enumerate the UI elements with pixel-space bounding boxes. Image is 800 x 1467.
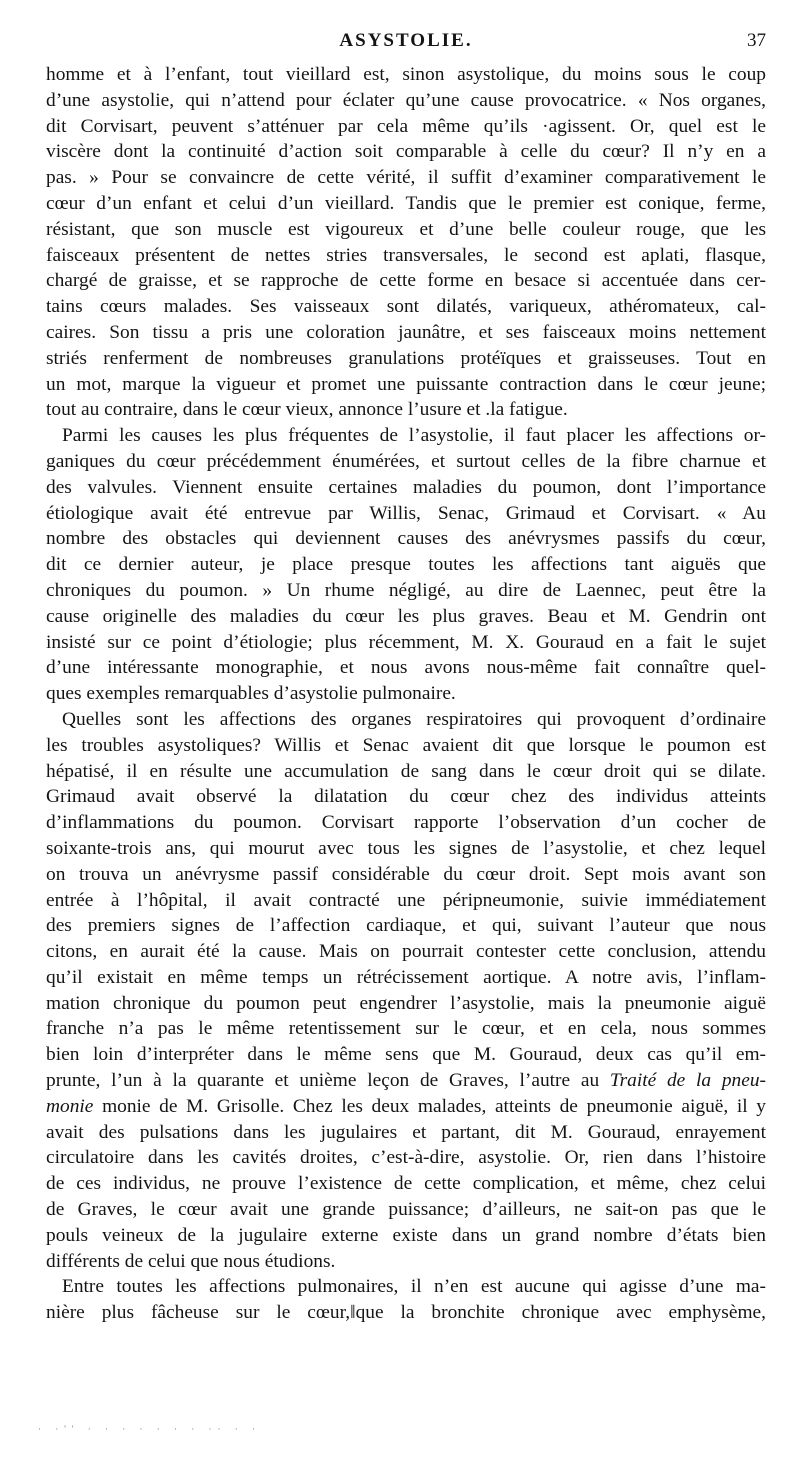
text-line: étiologique avait été entrevue par Willis, Senac, Grimaud et Corvisart. « Au <box>46 502 766 524</box>
text-line-with-citation <box>46 1068 766 1094</box>
text-line: chargé de graisse, et se rapproche de cette forme en besace si accentuée dans cer- <box>46 270 766 292</box>
text-line: striés renferment de nombreuses granulations protéïques et graisseuses. Tout en <box>46 347 766 369</box>
text-line: mation chronique du poumon peut engendrer l’asystolie, mais la pneumonie aiguë <box>46 992 766 1014</box>
text-line: pas. » Pour se convaincre de cette vérité, il suffit d’examiner comparativement le <box>46 167 766 189</box>
body-text <box>46 62 766 1326</box>
text-line: tains cœurs malades. Ses vaisseaux sont dilatés, variqueux, athéromateux, cal- <box>46 296 766 318</box>
text-line: nombre des obstacles qui deviennent causes des anévrysmes passifs du cœur, <box>46 528 766 550</box>
text-line: de Graves, le cœur avait une grande puissance; d’ailleurs, ne sait-on pas que le <box>46 1199 766 1221</box>
text-line: chroniques du poumon. » Un rhume négligé, au dire de Laennec, peut être la <box>46 579 766 601</box>
page-header <box>46 30 766 58</box>
text-segment: monie de M. Grisolle. Chez les deux malades, atteints de pneumonie aiguë, il y <box>102 1095 766 1117</box>
italic-title: monie <box>46 1095 94 1117</box>
text-line: insisté sur ce point d’étiologie; plus récemment, M. X. Gouraud en a fait le sujet <box>46 631 766 653</box>
text-line: d’une intéressante monographie, et nous avons nous-même fait connaître quel- <box>46 657 766 679</box>
text-line: homme et à l’enfant, tout vieillard est, sinon asystolique, du moins sous le coup <box>46 64 766 85</box>
text-line: ques exemples remarquables d’asystolie pulmonaire. <box>46 683 456 705</box>
text-line: entrée à l’hôpital, il avait contracté une péripneumonie, suivie immédiatement <box>46 889 766 911</box>
text-segment: prunte, l’un à la quarante et unième leçon de Graves, l’autre au <box>46 1070 600 1092</box>
text-line: on trouva un anévrysme passif considérable du cœur droit. Sept mois avant son <box>46 863 766 885</box>
text-line: d’inflammations du poumon. Corvisart rapporte l’observation d’un cocher de <box>46 812 766 834</box>
text-line: Entre toutes les affections pulmonaires, il n’en est aucune qui agisse d’une ma- <box>62 1276 766 1298</box>
text-line: tout au contraire, dans le cœur vieux, annonce l’usure et .la fatigue. <box>46 399 568 421</box>
text-line: résistant, que son muscle est vigoureux et d’une belle couleur rouge, que les <box>46 218 766 240</box>
text-line: circulatoire dans les cavités droites, c’est-à-dire, asystolie. Or, rien dans l’histoire <box>46 1147 766 1169</box>
text-line: soixante-trois ans, qui mourut avec tous les signes de l’asystolie, et chez lequel <box>46 837 766 859</box>
text-line: différents de celui que nous étudions. <box>46 1250 336 1272</box>
text-line: Grimaud avait observé la dilatation du cœur chez des individus atteints <box>46 786 766 808</box>
text-line: ganiques du cœur précédemment énumérées, et surtout celles de la fibre charnue et <box>46 450 766 472</box>
text-line: nière plus fâcheuse sur le cœur,‖que la bronchite chronique avec emphysème, <box>46 1302 766 1324</box>
italic-title: Traité de la pneu- <box>609 1070 766 1092</box>
text-line: viscère dont la continuité d’action soit comparable à celle du cœur? Il n’y en a <box>46 141 766 163</box>
text-line: un mot, marque la vigueur et promet une puissante contraction dans le cœur jeune; <box>46 373 766 395</box>
text-line: de ces individus, ne prouve l’existence de cette complication, et même, chez celui <box>46 1173 766 1195</box>
text-line: Parmi les causes les plus fréquentes de l’asystolie, il faut placer les affections or- <box>62 425 766 447</box>
text-line: avait des pulsations dans les jugulaires et partant, dit M. Gouraud, enrayement <box>46 1121 766 1143</box>
text-line: dit ce dernier auteur, je place presque toutes les affections tant aiguës que <box>46 554 766 576</box>
text-line: cause originelle des maladies du cœur les plus graves. Beau et M. Gendrin ont <box>46 605 766 627</box>
text-line: hépatisé, il en résulte une accumulation de sang dans le cœur droit qui se dilate. <box>46 760 766 782</box>
text-line: bien loin d’interpréter dans le même sens que M. Gouraud, deux cas qu’il em- <box>46 1044 766 1066</box>
text-line: pouls veineux de la jugulaire externe existe dans un grand nombre d’états bien <box>46 1224 766 1246</box>
text-line: caires. Son tissu a pris une coloration jaunâtre, et ses faisceaux moins nettement <box>46 321 766 343</box>
text-line: Quelles sont les affections des organes respiratoires qui provoquent d’ordinaire <box>62 708 766 730</box>
footer-specks: · ·'' · · · · · · · ·· · · <box>38 1424 261 1434</box>
text-line: les troubles asystoliques? Willis et Senac avaient dit que lorsque le poumon est <box>46 734 766 756</box>
text-line: faisceaux présentent de nettes stries transversales, le second est aplati, flasque, <box>46 244 766 266</box>
text-line: franche n’a pas le même retentissement sur le cœur, et en cela, nous sommes <box>46 1018 766 1040</box>
page-number: 37 <box>747 30 766 51</box>
text-line-with-citation <box>46 1094 766 1120</box>
text-line: des premiers signes de l’affection cardiaque, et qui, suivant l’auteur que nous <box>46 915 766 937</box>
text-line: des valvules. Viennent ensuite certaines maladies du poumon, dont l’importance <box>46 476 766 498</box>
text-line: qu’il existait en même temps un rétrécissement aortique. A notre avis, l’inflam- <box>46 966 766 988</box>
running-title: ASYSTOLIE. <box>339 30 473 51</box>
text-line: citons, en aurait été la cause. Mais on pourrait contester cette conclusion, attendu <box>46 941 766 963</box>
text-line: cœur d’un enfant et celui d’un vieillard. Tandis que le premier est conique, ferme, <box>46 192 766 214</box>
text-line: d’une asystolie, qui n’attend pour éclater qu’une cause provocatrice. « Nos organes, <box>46 89 766 111</box>
text-line: dit Corvisart, peuvent s’atténuer par cela même qu’ils ·agissent. Or, quel est le <box>46 115 766 137</box>
